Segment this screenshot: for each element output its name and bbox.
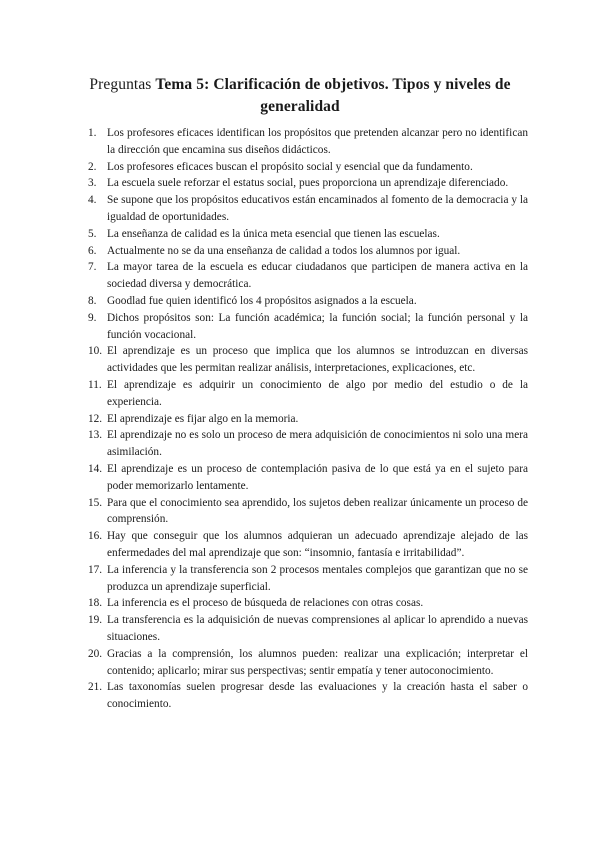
question-item <box>88 495 528 529</box>
question-text: Hay que conseguir que los alumnos adquieran un adecuado aprendizaje alejado de las enfermedades del mal aprendizaje que son: “insomnio, fantasía e irritabilidad”. <box>107 530 528 559</box>
question-text: La inferencia y la transferencia son 2 procesos mentales complejos que garantizan que no se produzca un aprendizaje superficial. <box>107 563 528 593</box>
question-item <box>88 377 528 411</box>
question-item <box>88 427 528 461</box>
question-text: El aprendizaje es adquirir un conocimiento de algo por medio del estudio o de la experiencia. <box>107 378 528 408</box>
question-text: Gracias a la comprensión, los alumnos pueden: realizar una explicación; interpretar el contenido; aplicarlo; mirar sus perspectivas; sentir empatía y tener autoconocimiento. <box>107 647 528 677</box>
question-number: 8. <box>88 294 97 307</box>
question-text: La enseñanza de calidad es la única meta esencial que tienen las escuelas. <box>107 227 440 240</box>
question-text: Para que el conocimiento sea aprendido, los sujetos deben realizar únicamente un proceso de comprensión. <box>107 496 528 526</box>
question-text: La inferencia es el proceso de búsqueda de relaciones con otras cosas. <box>107 597 424 610</box>
question-number: 18. <box>88 597 103 610</box>
question-number: 14. <box>88 462 103 475</box>
question-number: 7. <box>88 261 97 274</box>
question-item <box>88 411 528 428</box>
question-number: 11. <box>88 378 102 391</box>
question-text: La transferencia es la adquisición de nuevas comprensiones al aplicar lo aprendido a nuevas situaciones. <box>107 614 528 643</box>
question-number: 19. <box>88 614 103 627</box>
question-item <box>88 259 528 293</box>
question-item <box>88 343 528 377</box>
question-number: 20. <box>88 647 103 660</box>
title-main: Tema 5: Clarificación de objetivos. Tipos y niveles de generalidad <box>155 76 511 115</box>
question-text: La mayor tarea de la escuela es educar ciudadanos que participen de manera activa en la sociedad diversa y democrática. <box>107 261 528 291</box>
question-number: 10. <box>88 345 103 358</box>
question-item <box>88 612 528 646</box>
question-number: 13. <box>88 429 103 442</box>
question-item <box>88 679 528 713</box>
question-item <box>88 646 528 680</box>
question-number: 21. <box>88 681 103 694</box>
question-text: Los profesores eficaces identifican los propósitos que pretenden alcanzar pero no identifican la dirección que encamina sus diseños didácticos. <box>107 127 528 156</box>
question-number: 1. <box>88 127 97 139</box>
question-list <box>88 125 528 713</box>
question-item <box>88 595 528 612</box>
question-item <box>88 226 528 243</box>
question-number: 6. <box>88 244 97 257</box>
question-item <box>88 461 528 495</box>
page-title <box>60 74 540 118</box>
question-number: 4. <box>88 194 97 207</box>
question-item <box>88 310 528 344</box>
question-text: El aprendizaje no es solo un proceso de mera adquisición de conocimientos ni solo una mera asimilación. <box>107 429 528 459</box>
question-number: 16. <box>88 530 103 543</box>
question-number: 2. <box>88 160 97 173</box>
question-text: Las taxonomías suelen progresar desde las evaluaciones y la creación hasta el saber o conocimiento. <box>107 681 528 711</box>
question-item <box>88 159 528 176</box>
question-text: El aprendizaje es un proceso que implica que los alumnos se introduzcan en diversas actividades que les permitan realizar análisis, interpretaciones, explicaciones, etc. <box>107 345 528 375</box>
question-number: 5. <box>88 227 97 240</box>
question-item <box>88 192 528 226</box>
question-item <box>88 125 528 159</box>
question-item <box>88 243 528 260</box>
question-number: 15. <box>88 496 103 509</box>
question-text: Dichos propósitos son: La función académica; la función social; la función personal y la función vocacional. <box>107 311 528 341</box>
question-number: 17. <box>88 563 103 576</box>
question-text: El aprendizaje es un proceso de contemplación pasiva de lo que está ya en el sujeto para poder memorizarlo lentamente. <box>107 462 528 492</box>
question-text: Los profesores eficaces buscan el propósito social y esencial que da fundamento. <box>107 160 473 173</box>
question-item <box>88 293 528 310</box>
question-item <box>88 528 528 562</box>
question-text: Se supone que los propósitos educativos están encaminados al fomento de la democracia y la igualdad de oportunidades. <box>107 194 528 223</box>
question-number: 3. <box>88 177 97 190</box>
question-number: 9. <box>88 311 97 324</box>
question-item <box>88 175 528 192</box>
question-text: Goodlad fue quien identificó los 4 propósitos asignados a la escuela. <box>107 294 417 307</box>
question-text: El aprendizaje es fijar algo en la memoria. <box>107 412 299 425</box>
title-prefix: Preguntas <box>89 76 152 93</box>
question-text: Actualmente no se da una enseñanza de calidad a todos los alumnos por igual. <box>107 244 461 257</box>
question-number: 12. <box>88 412 103 425</box>
question-text: La escuela suele reforzar el estatus social, pues proporciona un aprendizaje diferenciado. <box>107 177 509 190</box>
question-item <box>88 562 528 596</box>
